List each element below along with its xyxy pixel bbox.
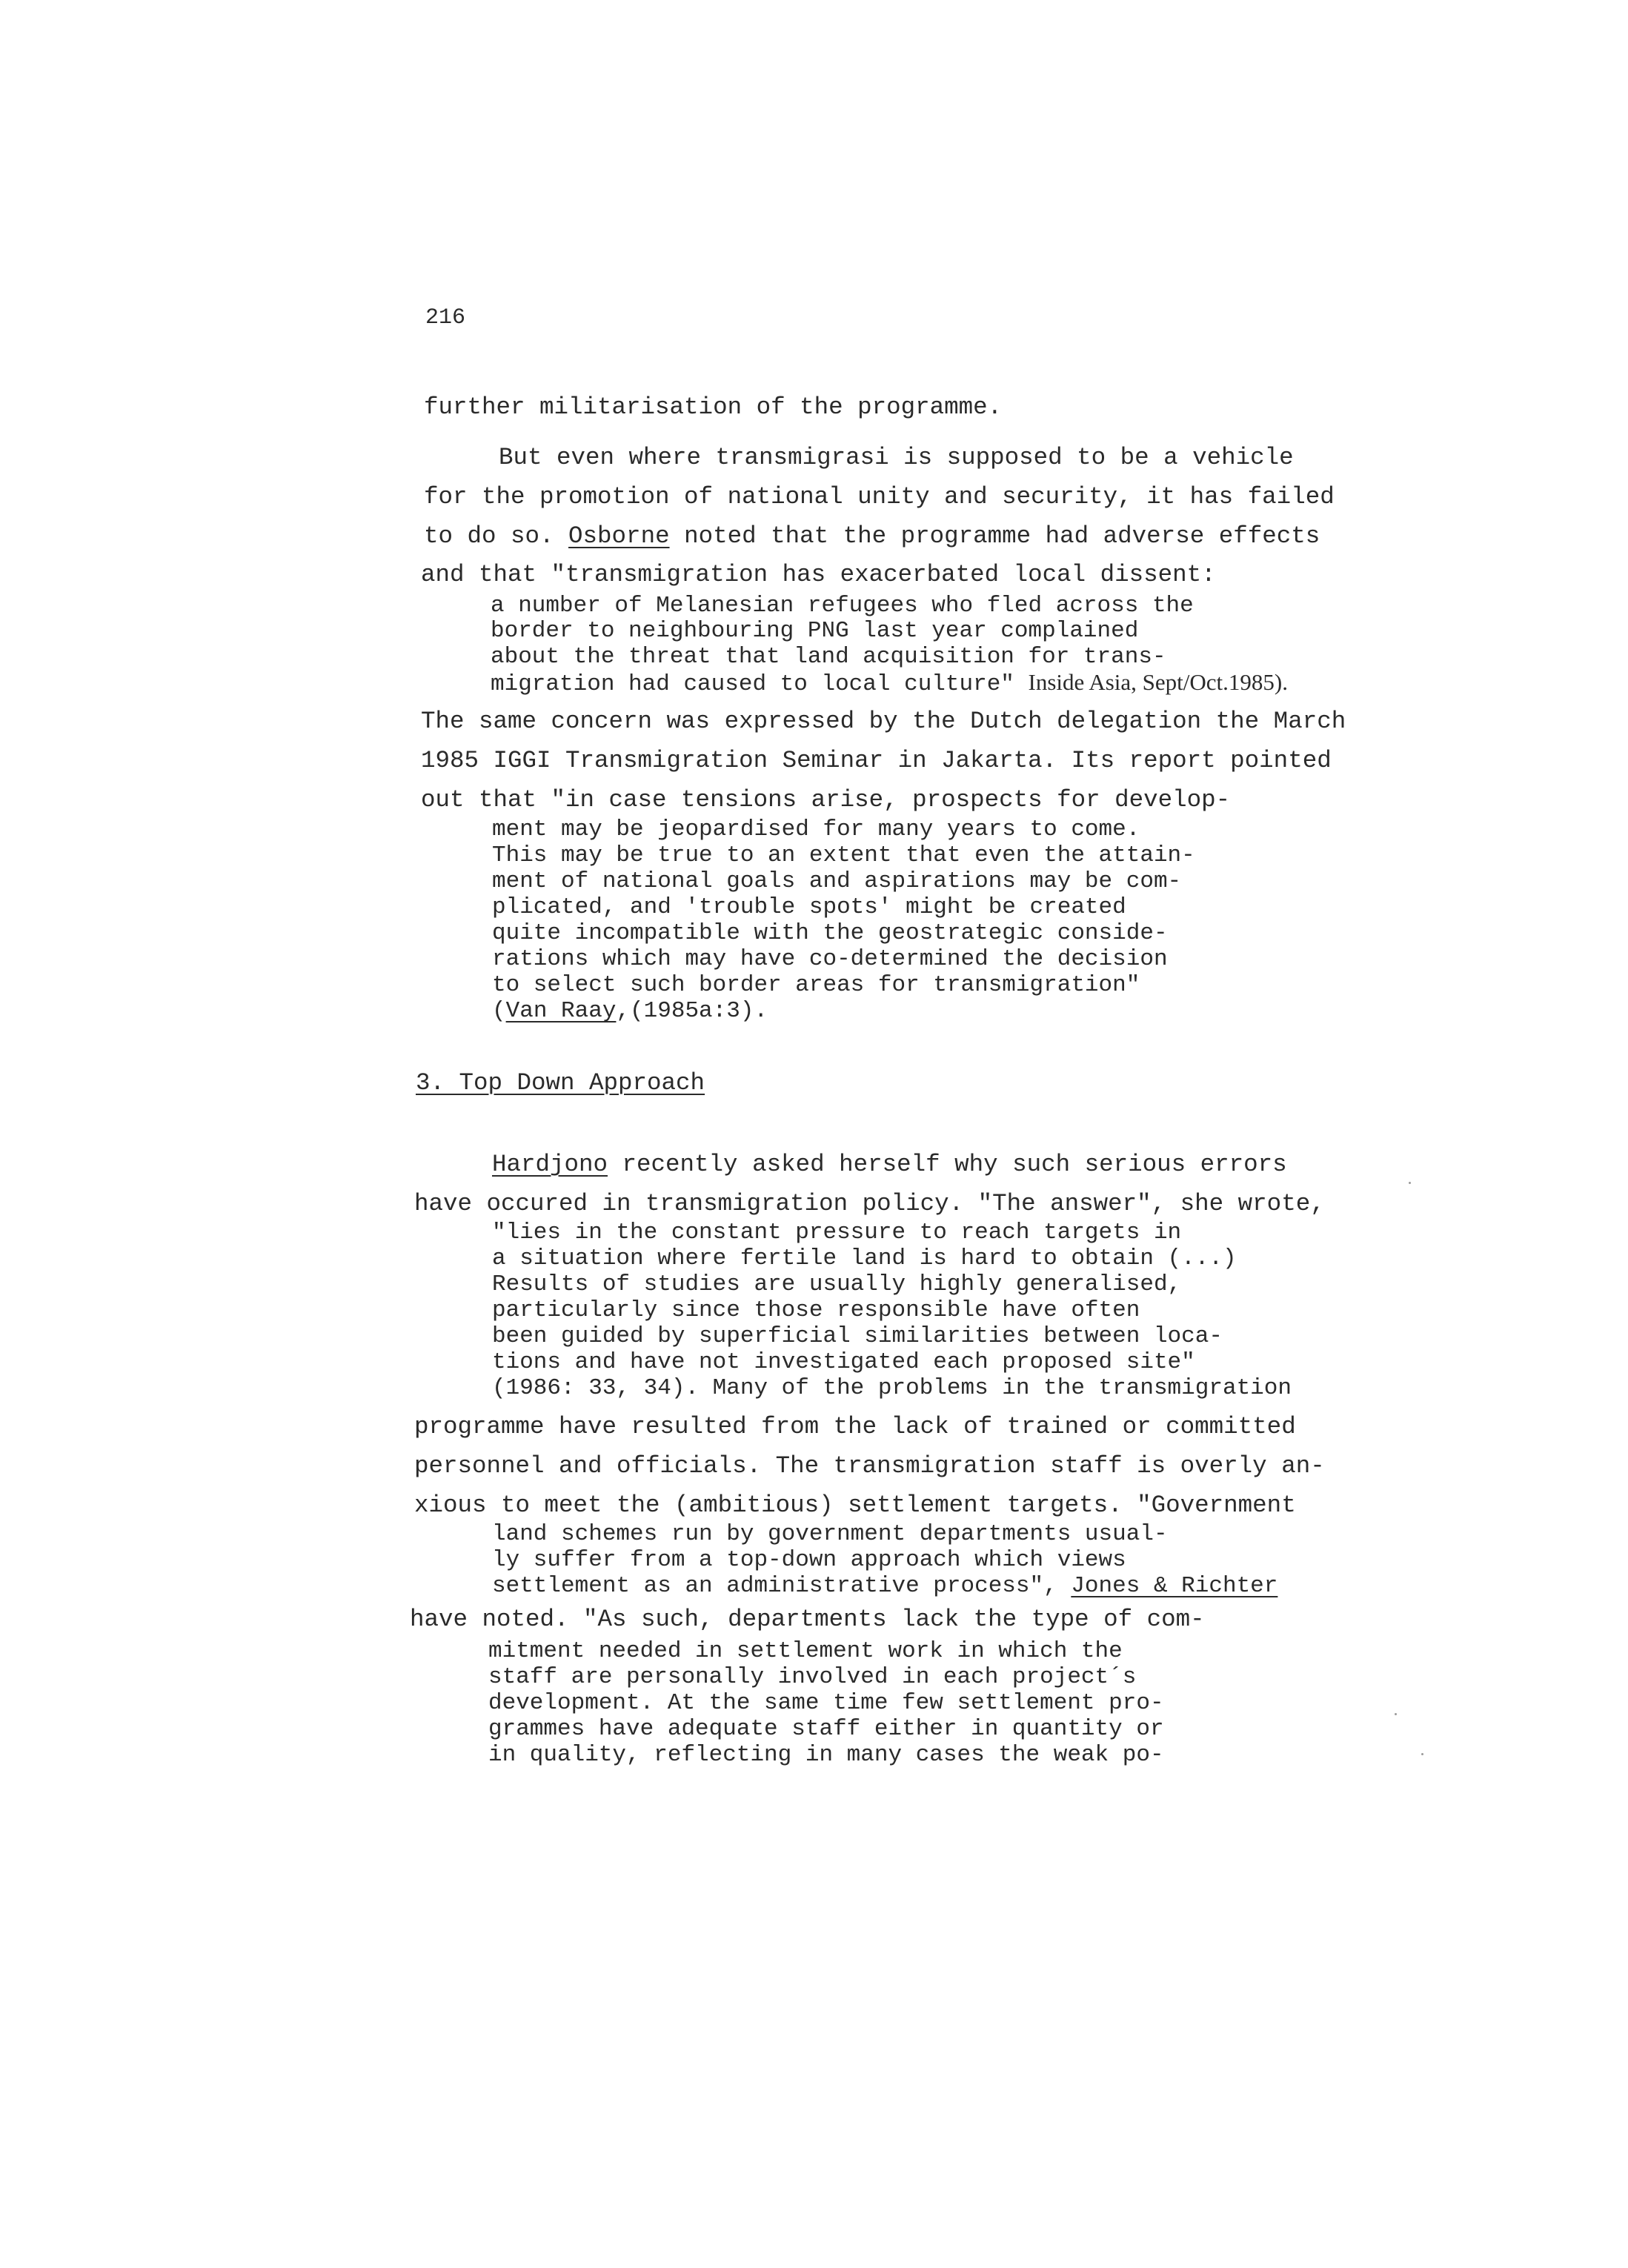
text-line: for the promotion of national unity and security, it has failed — [424, 483, 1335, 511]
citation: Inside Asia, Sept/Oct.1985). — [1028, 669, 1288, 695]
quote-line: in quality, reflecting in many cases the weak po- — [488, 1742, 1164, 1768]
text-line: and that "transmigration has exacerbated local dissent: — [421, 561, 1216, 588]
quote-line: particularly since those responsible have often — [492, 1297, 1140, 1323]
quote-line: rations which may have co-determined the decision — [492, 946, 1168, 972]
text-line: The same concern was expressed by the Dutch delegation the March — [421, 708, 1346, 735]
quote-line: This may be true to an extent that even the attain- — [492, 842, 1195, 868]
quote-line: "lies in the constant pressure to reach targets in — [492, 1220, 1182, 1246]
quote-line: mitment needed in settlement work in which the — [488, 1638, 1123, 1664]
text-line: personnel and officials. The transmigration staff is overly an- — [414, 1452, 1325, 1480]
scan-speck — [1395, 1713, 1397, 1715]
text-line: further militarisation of the programme. — [424, 393, 1003, 421]
text-line: out that "in case tensions arise, prospects for develop- — [421, 786, 1231, 814]
quote-line: plicated, and 'trouble spots' might be created — [492, 894, 1126, 920]
section-heading: 3. Top Down Approach — [416, 1069, 705, 1097]
author-reference: Van Raay — [505, 998, 617, 1024]
author-reference: Hardjono — [492, 1151, 608, 1178]
text-span: ( — [492, 998, 506, 1024]
author-reference: Jones & Richter — [1071, 1573, 1278, 1599]
quote-line: border to neighbouring PNG last year complained — [491, 618, 1139, 644]
text-line: 1985 IGGI Transmigration Seminar in Jakarta. Its report pointed — [421, 747, 1332, 774]
quote-line: about the threat that land acquisition for trans- — [491, 644, 1166, 670]
text-span: recently asked herself why such serious errors — [608, 1151, 1287, 1178]
quote-line: to select such border areas for transmigration" — [492, 972, 1140, 998]
text-line: xious to meet the (ambitious) settlement targets. "Government — [414, 1492, 1296, 1519]
page-number: 216 — [425, 305, 466, 330]
scan-speck — [1421, 1753, 1423, 1755]
text-line: But even where transmigrasi is supposed to be a vehicle — [499, 444, 1294, 471]
quote-line — [491, 671, 1288, 696]
quote-line: Results of studies are usually highly generalised, — [492, 1271, 1182, 1297]
quote-line — [492, 1000, 768, 1022]
quote-line: (1986: 33, 34). Many of the problems in the transmigration — [492, 1375, 1292, 1401]
quote-line: a situation where fertile land is hard to obtain (...) — [492, 1246, 1237, 1271]
text-line: have noted. "As such, departments lack the type of com- — [410, 1606, 1205, 1633]
quote-line: quite incompatible with the geostrategic conside- — [492, 920, 1168, 946]
quote-line: development. At the same time few settlement pro- — [488, 1690, 1164, 1716]
scan-speck — [1409, 1182, 1411, 1184]
quote-line — [492, 1574, 1278, 1597]
text-span: noted that the programme had adverse effects — [669, 522, 1320, 550]
quote-line: land schemes run by government departments usual- — [492, 1521, 1168, 1547]
quote-line: tions and have not investigated each proposed site" — [492, 1349, 1195, 1375]
quote-line: ly suffer from a top-down approach which views — [492, 1547, 1126, 1573]
quote-line: ment of national goals and aspirations may be com- — [492, 868, 1182, 894]
quote-line: ment may be jeopardised for many years to come. — [492, 817, 1140, 842]
text-line: have occured in transmigration policy. "The answer", she wrote, — [414, 1190, 1325, 1217]
author-reference: Osborne — [568, 522, 670, 550]
quote-line: grammes have adequate staff either in quantity or — [488, 1716, 1164, 1742]
quote-line: staff are personally involved in each project´s — [488, 1664, 1137, 1690]
quote-line: a number of Melanesian refugees who fled across the — [491, 593, 1194, 619]
text-span: to do so. — [424, 522, 569, 550]
text-line: programme have resulted from the lack of trained or committed — [414, 1413, 1296, 1440]
text-line — [424, 522, 1320, 550]
quote-line: been guided by superficial similarities between loca- — [492, 1323, 1223, 1349]
text-span: ,(1985a:3). — [616, 998, 768, 1024]
text-span: migration had caused to local culture" — [491, 671, 1029, 697]
text-line — [492, 1153, 1287, 1177]
text-span: settlement as an administrative process", — [492, 1573, 1072, 1599]
